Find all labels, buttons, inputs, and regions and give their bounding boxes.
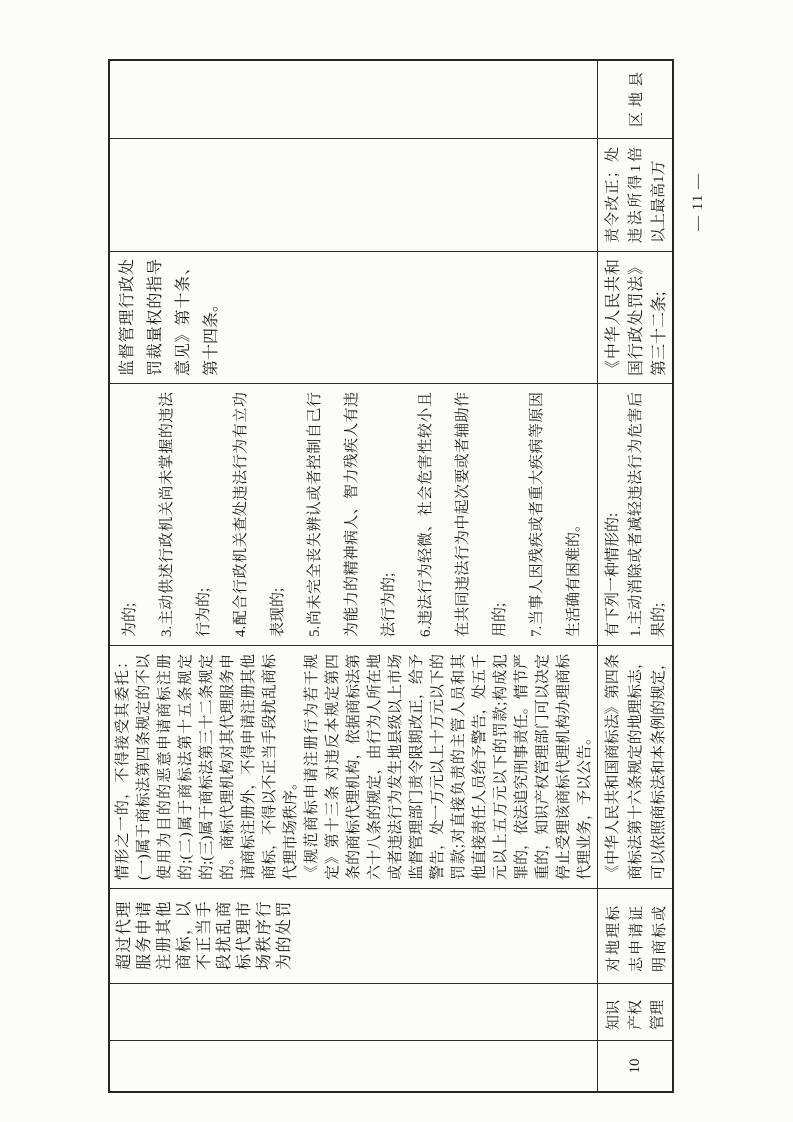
cell-seq-continued: [110, 1040, 598, 1091]
cell-legal-basis-continued: [110, 645, 598, 888]
paragraph: 情形之一的，不得接受其委托：(一)属于商标法第四条规定的不以使用为目的的恶意申请商标注册的;(二)属于商标法第十五条规定的;(三)属于商标法第三十二条规定的。商标代理机构对其代理服务申请商标注册外，不得申请注册其他商标，不得以不正当手段扰乱商标代理市场秩序。: [115, 654, 299, 880]
paragraph: 7.当事人因残疾或者重大疾病等原因生活确有困难的。: [529, 392, 582, 637]
cell-penalty-continued: [110, 138, 598, 251]
cell-level-continued: [110, 61, 598, 138]
cell-category-10: 知识产权管理: [598, 983, 672, 1040]
cell-discretion-10: [598, 383, 672, 645]
cell-item-name-10: 对地理标志申请证明商标或: [598, 888, 672, 983]
paragraph: 5.尚未完全丧失辨认或者控制自己行为能力的精神病人、智力残疾人有违法行为的;: [307, 392, 397, 637]
cell-item-name-continued: 超过代理服务申请注册其他商标，以不正当手段扰乱商标代理市场秩序行为的处罚: [110, 888, 598, 983]
paragraph: 有下列一种情形的:: [605, 512, 621, 637]
cell-category-continued: [110, 983, 598, 1040]
paragraph: 为的;: [122, 602, 138, 637]
cell-penalty-10: 责令改正；处违法所得1倍以上最高1万: [598, 138, 672, 251]
cell-guidance-reference-continued: 监督管理行政处罚裁量权的指导意见》第十条、第十四条。: [110, 251, 598, 383]
paragraph: 1.主动消除或者减轻违法行为危害后果的;: [628, 392, 667, 637]
penalty-items-table: [108, 59, 674, 1093]
cell-legal-basis-10: 《中华人民共和国商标法》第四条商标法第十六条规定的地理标志，可以依照商标法和本条例的规定，: [598, 645, 672, 888]
paragraph: 4.配合行政机关查处违法行为有立功表现的;: [233, 392, 286, 637]
cell-level-10: 区地县: [628, 67, 645, 128]
page-number: — 11 —: [690, 173, 706, 231]
cell-discretion-continued: [110, 383, 598, 645]
cell-law-reference-10: 《中华人民共和国行政处罚法》第三十二条;: [598, 251, 672, 383]
paragraph: 《规范商标申请注册行为若干规定》第十三条 对违反本规定第四条的商标代理机构，依据商标法第六十八条的规定，由行为人所在地或者违法行为发生地县级以上市场监督管理部门责令限期改正，给予警告，处一万元以上十万元以下的罚款;对直接负责的主管人员和其他直接责任人员给予警告，处五千元以上五万元以下的罚款;构成犯罪的，依法追究刑事责任。情节严重的，知识产权管理部门可以决定停止受理该商标代理机构办理商标代理业务，予以公告。: [304, 654, 593, 880]
paragraph: 3.主动供述行政机关尚未掌握的违法行为的;: [159, 392, 212, 637]
paragraph: 6.违法行为轻微、社会危害性较小且在共同违法行为中起次要或者辅助作用的;: [418, 392, 508, 637]
cell-seq-10: 10: [598, 1040, 672, 1091]
